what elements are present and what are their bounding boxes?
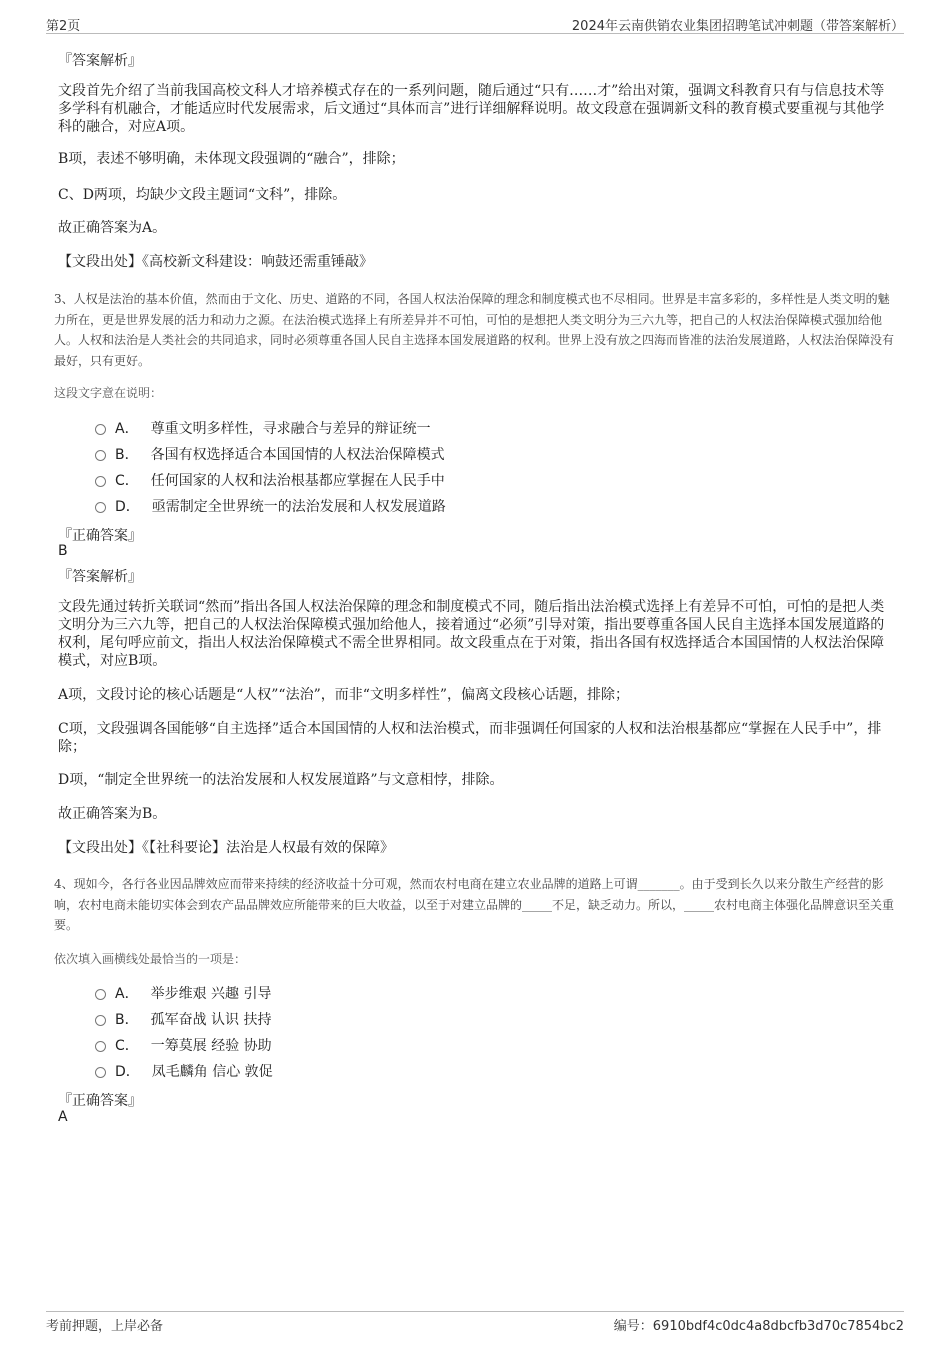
question-text: 4、现如今，各行各业因品牌效应而带来持续的经济收益十分可观，然而农村电商在建立农业品牌的道路上可谓_______。由于受到长久以来分散生产经营的影响，农村电商未能切实体会到农产品品牌效应所能带来的巨大收益，以至于对建立品牌的_____不足，缺乏动力。所以，_____农村电商主体强化品牌意识至关重要。 xyxy=(54,877,895,932)
radio-icon[interactable] xyxy=(95,1067,106,1078)
option-letter: D． xyxy=(115,499,140,515)
radio-icon[interactable] xyxy=(95,1041,106,1052)
option-c[interactable] xyxy=(95,1035,272,1055)
answer-label: 『正确答案』 xyxy=(58,1093,142,1109)
document-id: 编号：6910bdf4c0dc4a8dbcfb3d70c7854bc2 xyxy=(613,1319,904,1334)
page-footer xyxy=(46,1311,904,1334)
analysis-label: 『答案解析』 xyxy=(58,53,142,69)
option-text: 各国有权选择适合本国国情的人权法治保障模式 xyxy=(150,447,445,463)
analysis-label: 『答案解析』 xyxy=(58,569,142,585)
analysis-paragraph: C项，文段强调各国能够“自主选择”适合本国国情的人权和法治模式，而非强调任何国家的人权和法治根基都应“掌握在人民手中”，排除； xyxy=(58,721,882,755)
question-stem: 这段文字意在说明： xyxy=(54,386,163,400)
option-b[interactable] xyxy=(95,1009,272,1029)
option-letter: B． xyxy=(115,1012,139,1028)
radio-icon[interactable] xyxy=(95,450,106,461)
analysis-paragraph: B项，表述不够明确，未体现文段强调的“融合”，排除； xyxy=(58,151,405,167)
source-citation: 【文段出处】《高校新文科建设：响鼓还需重锤敲》 xyxy=(58,254,373,270)
option-letter: D． xyxy=(115,1064,140,1080)
option-text: 孤军奋战 认识 扶持 xyxy=(150,1012,272,1028)
option-a[interactable] xyxy=(95,418,431,438)
source-citation: 【文段出处】《【社科要论】法治是人权最有效的保障》 xyxy=(58,840,394,856)
analysis-paragraph: D项，“制定全世界统一的法治发展和人权发展道路”与文意相悖，排除。 xyxy=(58,772,504,788)
option-letter: C． xyxy=(115,473,139,489)
analysis-paragraph: C、D两项，均缺少文段主题词“文科”，排除。 xyxy=(58,187,347,203)
question-text: 3、人权是法治的基本价值，然而由于文化、历史、道路的不同，各国人权法治保障的理念和制度模式也不尽相同。世界是丰富多彩的，多样性是人类文明的魅力所在，更是世界发展的活力和动力之源。在法治模式选择上有所差异并不可怕，可怕的是想把人类文明分为三六九等，把自己的人权法治保障模式强加给他人。人权和法治是人类社会的共同追求，同时必须尊重各国人民自主选择本国发展道路的权利。世界上没有放之四海而皆准的法治发展道路，人权法治保障没有最好，只有更好。 xyxy=(54,292,895,368)
answer-value: B xyxy=(58,543,68,559)
answer-value: A xyxy=(58,1109,68,1125)
option-letter: A． xyxy=(115,421,139,437)
page-number: 第2页 xyxy=(46,19,81,34)
analysis-conclusion: 故正确答案为A。 xyxy=(58,220,167,236)
radio-icon[interactable] xyxy=(95,502,106,513)
option-letter: A． xyxy=(115,986,139,1002)
analysis-paragraph: 文段首先介绍了当前我国高校文科人才培养模式存在的一系列问题，随后通过“只有……才”给出对策，强调文科教育只有与信息技术等多学科有机融合，才能适应时代发展需求，后文通过“具体而言”进行详细解释说明。故文段意在强调新文科的教育模式要重视与其他学科的融合，对应A项。 xyxy=(58,83,885,135)
radio-icon[interactable] xyxy=(95,989,106,1000)
option-text: 凤毛麟角 信心 敦促 xyxy=(151,1064,273,1080)
analysis-paragraph: A项，文段讨论的核心话题是“人权”“法治”，而非“文明多样性”，偏离文段核心话题，排除； xyxy=(58,687,630,703)
question-stem: 依次填入画横线处最恰当的一项是： xyxy=(54,952,247,966)
option-letter: B． xyxy=(115,447,139,463)
option-text: 一筹莫展 经验 协助 xyxy=(150,1038,272,1054)
option-text: 任何国家的人权和法治根基都应掌握在人民手中 xyxy=(150,473,445,489)
option-b[interactable] xyxy=(95,444,445,464)
option-a[interactable] xyxy=(95,983,271,1003)
radio-icon[interactable] xyxy=(95,424,106,435)
option-text: 尊重文明多样性，寻求融合与差异的辩证统一 xyxy=(150,421,431,437)
radio-icon[interactable] xyxy=(95,476,106,487)
radio-icon[interactable] xyxy=(95,1015,106,1026)
option-d[interactable] xyxy=(95,496,446,516)
analysis-paragraph: 文段先通过转折关联词“然而”指出各国人权法治保障的理念和制度模式不同，随后指出法治模式选择上有差异不可怕，可怕的是把人类文明分为三六九等，把自己的人权法治保障模式强加给他人，接着通过“必须”引导对策，指出要尊重各国人民自主选择本国发展道路的权利，尾句呼应前文，指出人权法治保障模式不需全世界相同。故文段重点在于对策，指出各国有权选择适合本国国情的人权法治保障模式，对应B项。 xyxy=(58,599,885,669)
option-text: 举步维艰 兴趣 引导 xyxy=(150,986,272,1002)
answer-label: 『正确答案』 xyxy=(58,528,142,544)
option-c[interactable] xyxy=(95,470,445,490)
page-header xyxy=(46,13,904,34)
footer-slogan: 考前押题，上岸必备 xyxy=(46,1319,164,1334)
option-letter: C． xyxy=(115,1038,139,1054)
option-d[interactable] xyxy=(95,1061,273,1081)
analysis-conclusion: 故正确答案为B。 xyxy=(58,806,167,822)
document-title: 2024年云南供销农业集团招聘笔试冲刺题（带答案解析） xyxy=(571,19,904,34)
option-text: 亟需制定全世界统一的法治发展和人权发展道路 xyxy=(151,499,446,515)
